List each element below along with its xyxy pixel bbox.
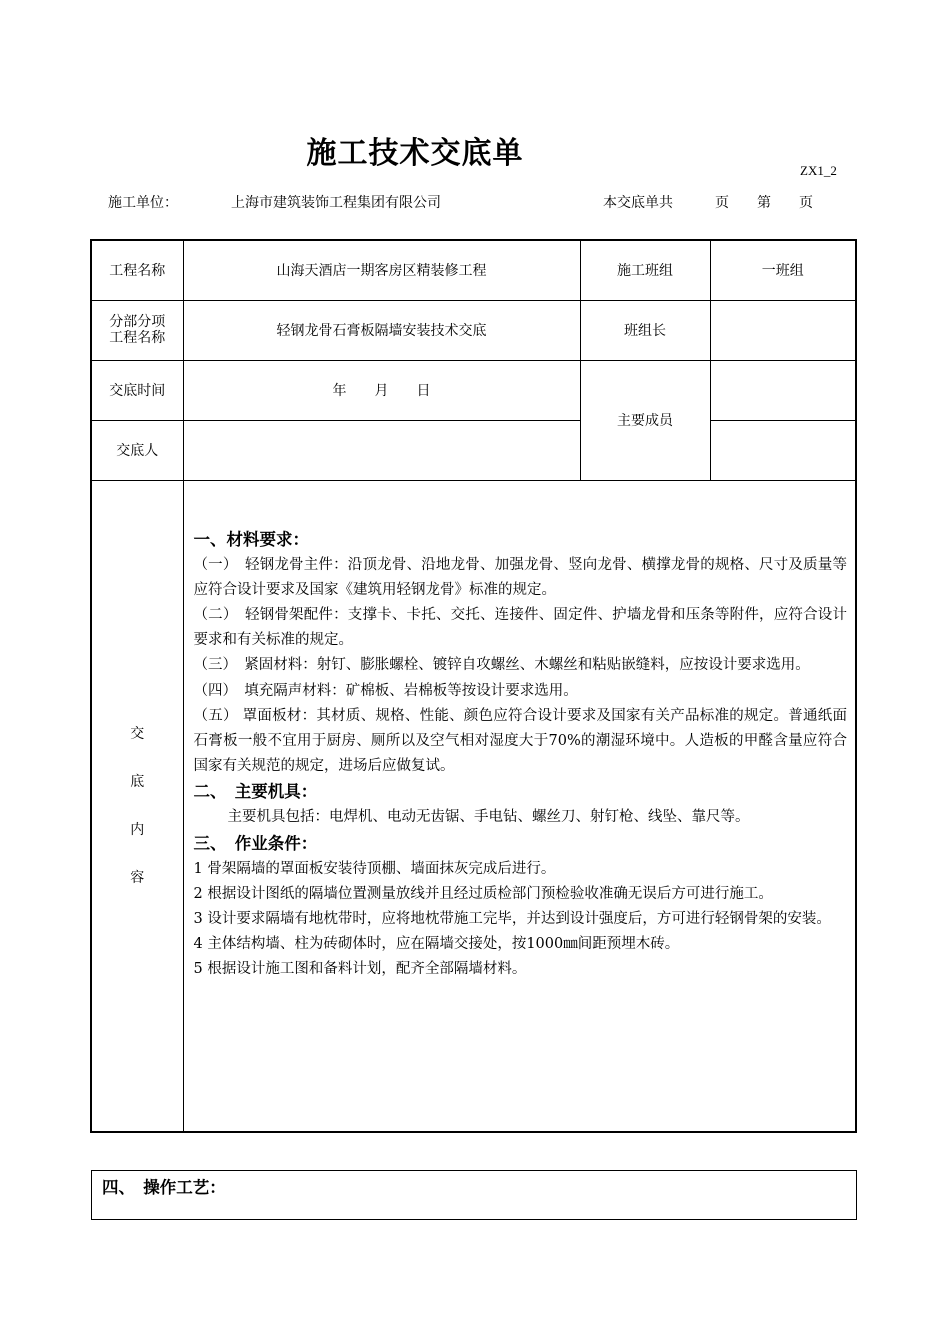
team-value: 一班组 <box>710 240 856 300</box>
members-value-2 <box>710 420 856 480</box>
section-3-item-3: 3 设计要求隔墙有地枕带时，应将地枕带施工完毕，并达到设计强度后，方可进行轻钢骨架的安装。 <box>193 910 831 927</box>
content-body <box>183 480 856 1132</box>
project-name-value: 山海天酒店一期客房区精装修工程 <box>183 240 580 300</box>
team-leader-label: 班组长 <box>580 300 710 360</box>
section-2-item-1: 主要机具包括：电焊机、电动无齿锯、手电钻、螺丝刀、射钉枪、线坠、靠尺等。 <box>227 809 750 826</box>
content-label-char-4: 容 <box>130 869 145 886</box>
disclosure-table <box>90 239 857 1133</box>
doc-code: ZX1_2 <box>800 163 837 178</box>
unit-label: 施工单位： <box>108 195 178 211</box>
discloser-label: 交底人 <box>91 420 183 480</box>
content-label-char-2: 底 <box>130 773 145 790</box>
section-1-item-4: （四） 填充隔声材料：矿棉板、岩棉板等按设计要求选用。 <box>193 682 578 699</box>
section-1-item-3: （三） 紧固材料：射钉、膨胀螺栓、镀锌自攻螺丝、木螺丝和粘贴嵌缝料，应按设计要求选用。 <box>193 657 810 674</box>
discloser-value <box>183 420 580 480</box>
sub-project-value: 轻钢龙骨石膏板隔墙安装技术交底 <box>183 300 580 360</box>
section-1-title: 一、材料要求： <box>193 529 309 549</box>
sub-project-label-line2: 工程名称 <box>109 330 166 346</box>
section-4-title: 四、 操作工艺： <box>102 1178 226 1197</box>
content-label-char-1: 交 <box>130 725 145 742</box>
project-name-label: 工程名称 <box>91 240 183 300</box>
unit-value: 上海市建筑装饰工程集团有限公司 <box>231 195 441 211</box>
page-info: 本交底单共 页 第 页 <box>603 195 813 211</box>
section-3-item-4: 4 主体结构墙、柱为砖砌体时，应在隔墙交接处，按1000㎜间距预埋木砖。 <box>193 936 680 953</box>
section-4-box <box>91 1170 857 1220</box>
section-1-item-1: （一） 轻钢龙骨主件：沿顶龙骨、沿地龙骨、加强龙骨、竖向龙骨、横撑龙骨的规格、尺寸及质量等应符合设计要求及国家《建筑用轻钢龙骨》标准的规定。 <box>193 556 847 598</box>
date-value: 年 月 日 <box>183 360 580 420</box>
content-label-char-3: 内 <box>130 821 145 838</box>
section-1-item-2: （二） 轻钢骨架配件：支撑卡、卡托、交托、连接件、固定件、护墙龙骨和压条等附件，应符合设计要求和有关标准的规定。 <box>193 606 847 649</box>
page-title: 施工技术交底单 <box>306 136 524 171</box>
section-2-title: 二、 主要机具： <box>193 782 318 802</box>
team-label: 施工班组 <box>580 240 710 300</box>
members-value-1 <box>710 360 856 420</box>
section-1-item-5: （五） 罩面板材：其材质、规格、性能、颜色应符合设计要求及国家有关产品标准的规定。普通纸面石膏板一般不宜用于厨房、厕所以及空气相对湿度大于70%的潮湿环境中。人造板的甲醛含量应符合国家有关规范的规定，进场后应做复试。 <box>193 707 847 775</box>
section-3-item-5: 5 根据设计施工图和备料计划，配齐全部隔墙材料。 <box>193 961 527 978</box>
section-3-item-1: 1 骨架隔墙的罩面板安装待顶棚、墙面抹灰完成后进行。 <box>193 860 556 877</box>
members-label: 主要成员 <box>580 360 710 480</box>
team-leader-value <box>710 300 856 360</box>
section-3-title: 三、 作业条件： <box>193 833 318 853</box>
section-3-item-2: 2 根据设计图纸的隔墙位置测量放线并且经过质检部门预检验收准确无误后方可进行施工。 <box>193 885 773 902</box>
date-label: 交底时间 <box>91 360 183 420</box>
sub-project-label <box>91 300 183 360</box>
sub-project-label-line1: 分部分项 <box>109 314 166 330</box>
content-label <box>91 480 183 1132</box>
